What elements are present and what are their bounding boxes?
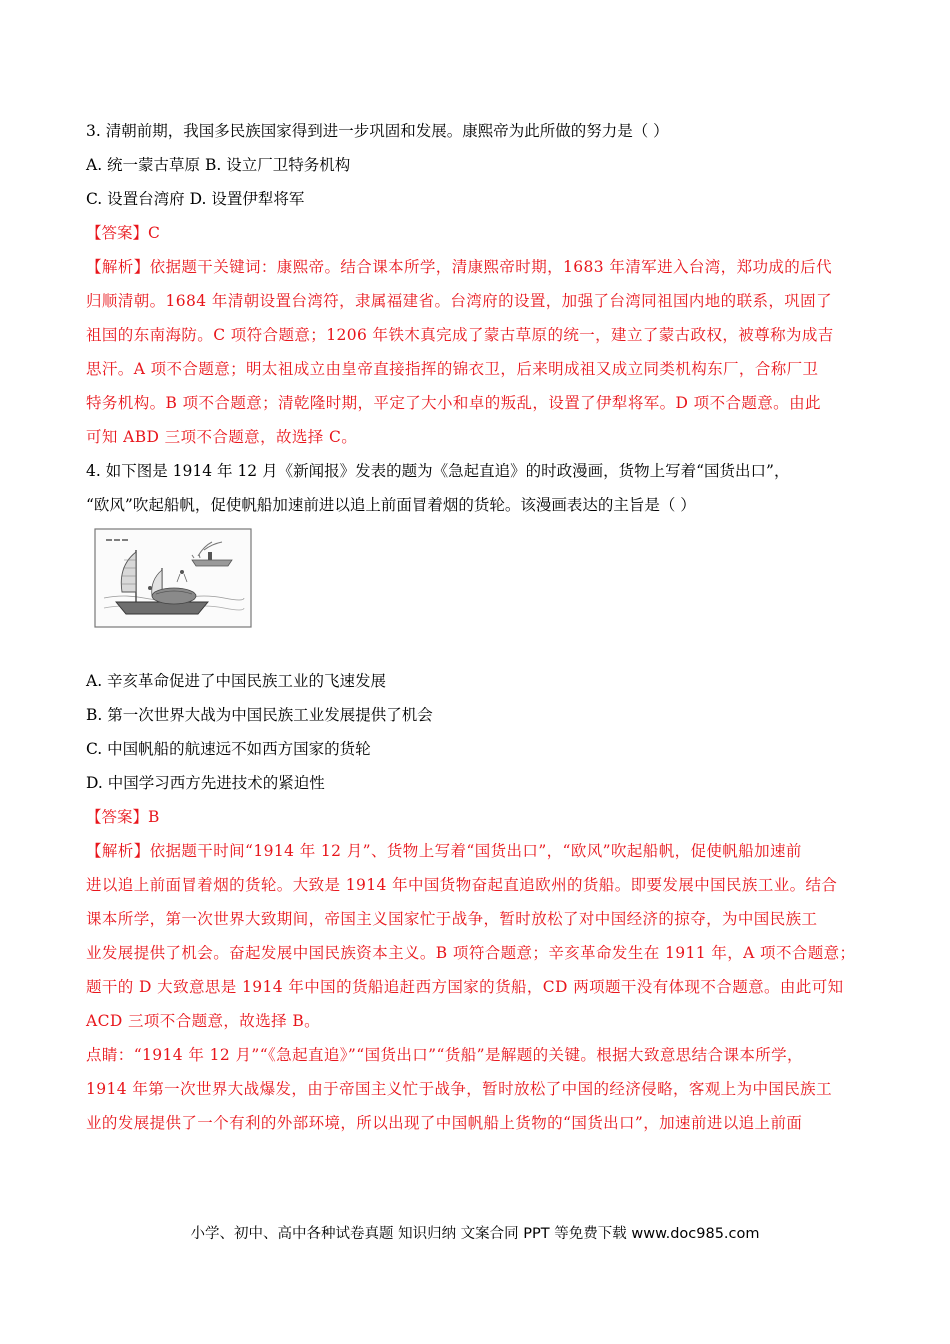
q4-stem-line: “欧风”吹起船帆，促使帆船加速前进以追上前面冒着烟的货轮。该漫画表达的主旨是（ ） [86, 496, 696, 514]
q3-analysis-line: 可知 ABD 三项不合题意，故选择 C。 [86, 428, 358, 446]
q3-analysis [86, 250, 870, 454]
q4-option-a: A. 辛亥革命促进了中国民族工业的飞速发展 [86, 672, 387, 690]
page-content [86, 114, 870, 1140]
q3-options-ab: A. 统一蒙古草原 B. 设立厂卫特务机构 [86, 156, 351, 174]
q4-analysis-line: ACD 三项不合题意，故选择 B。 [86, 1012, 321, 1030]
q4-analysis-line: 业发展提供了机会。奋起发展中国民族资本主义。B 项符合题意；辛亥革命发生在 1911 年，A 项不合题意； [86, 944, 856, 962]
q4-tips [86, 1038, 870, 1140]
q4-analysis [86, 834, 870, 1038]
q3-analysis-line: 特务机构。B 项不合题意；清乾隆时期，平定了大小和卓的叛乱，设置了伊犁将军。D 项不合题意。由此 [86, 394, 821, 412]
q3-stem: 3. 清朝前期，我国多民族国家得到进一步巩固和发展。康熙帝为此所做的努力是（ ） [86, 122, 669, 140]
q4-tips-line: 点睛：“1914 年 12 月”“《急起直追》”“国货出口”“货船”是解题的关键。根据大致意思结合课本所学， [86, 1046, 803, 1064]
q4-analysis-line: 【解析】依据题干时间“1914 年 12 月”、货物上写着“国货出口”，“欧风”吹起船帆，促使帆船加速前 [86, 842, 802, 860]
q3-answer: 【答案】C [86, 224, 160, 242]
q4-tips-line: 业的发展提供了一个有利的外部环境，所以出现了中国帆船上货物的“国货出口”，加速前进以追上前面 [86, 1114, 803, 1132]
q4-analysis-line: 题干的 D 大致意思是 1914 年中国的货船追赶西方国家的货船，CD 两项题干没有体现不合题意。由此可知 [86, 978, 844, 996]
q3-options-cd: C. 设置台湾府 D. 设置伊犁将军 [86, 190, 305, 208]
q4-tips-line: 1914 年第一次世界大战爆发，由于帝国主义忙于战争，暂时放松了中国的经济侵略，客观上为中国民族工 [86, 1080, 832, 1098]
q3-analysis-line: 归顺清朝。1684 年清朝设置台湾符，隶属福建省。台湾府的设置，加强了台湾同祖国内地的联系，巩固了 [86, 292, 832, 310]
q3-analysis-line: 祖国的东南海防。C 项符合题意；1206 年铁木真完成了蒙古草原的统一，建立了蒙古政权，被尊称为成吉 [86, 326, 834, 344]
cartoon-image [94, 528, 252, 628]
q3-analysis-line: 【解析】依据题干关键词：康熙帝。结合课本所学，清康熙帝时期，1683 年清军进入台湾，郑功成的后代 [86, 258, 832, 276]
q4-option-d: D. 中国学习西方先进技术的紧迫性 [86, 774, 325, 792]
page-footer: 小学、初中、高中各种试卷真题 知识归纳 文案合同 PPT 等免费下载 www.doc985.com [190, 1226, 760, 1242]
q4-analysis-line: 进以追上前面冒着烟的货轮。大致是 1914 年中国货物奋起直追欧州的货船。即要发展中国民族工业。结合 [86, 876, 838, 894]
q3-analysis-line: 思汗。A 项不合题意；明太祖成立由皇帝直接指挥的锦衣卫，后来明成祖又成立同类机构东厂，合称厂卫 [86, 360, 819, 378]
q4-analysis-line: 课本所学，第一次世界大致期间，帝国主义国家忙于战争，暂时放松了对中国经济的掠夺，为中国民族工 [86, 910, 818, 928]
q4-option-c: C. 中国帆船的航速远不如西方国家的货轮 [86, 740, 371, 758]
q4-stem-line: 4. 如下图是 1914 年 12 月《新闻报》发表的题为《急起直追》的时政漫画，货物上写着“国货出口”， [86, 462, 790, 480]
q4-option-b: B. 第一次世界大战为中国民族工业发展提供了机会 [86, 706, 433, 724]
q4-answer: 【答案】B [86, 808, 160, 826]
